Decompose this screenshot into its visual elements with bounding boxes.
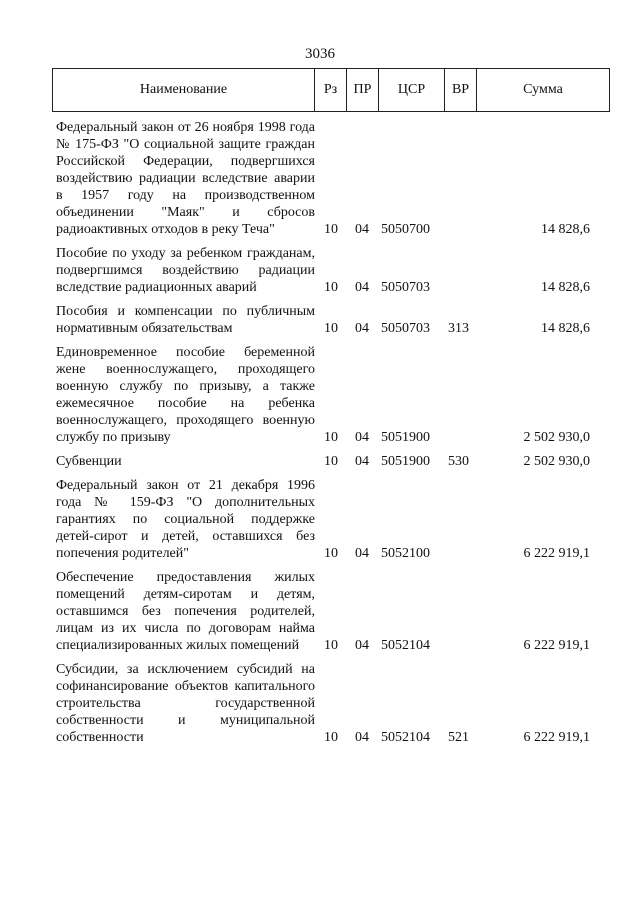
row-sum: 14 828,6 (541, 321, 590, 336)
row-sum: 14 828,6 (541, 222, 590, 237)
row-rz: 10 (324, 454, 338, 469)
row-vr: 530 (448, 454, 469, 469)
row-rz: 10 (324, 222, 338, 237)
row-name: Субвенции (56, 454, 122, 469)
row-sum: 14 828,6 (541, 280, 590, 295)
row-pr: 04 (355, 280, 369, 295)
row-name: Обеспечение предоставления жилых помещений детям-сиротам и детям, оставшимся без попечения родителей, лицам из их числа по договорам найма специализированных жилых помещений (56, 570, 315, 653)
table-row (56, 344, 604, 446)
row-vr: 521 (448, 730, 469, 745)
row-rz: 10 (324, 321, 338, 336)
row-sum: 2 502 930,0 (523, 430, 590, 445)
page-number: 3036 (305, 46, 335, 62)
row-rz: 10 (324, 638, 338, 653)
row-pr: 04 (355, 638, 369, 653)
row-rz: 10 (324, 730, 338, 745)
header-csr: ЦСР (379, 69, 445, 111)
table-row (56, 453, 604, 470)
table-row (56, 245, 604, 296)
row-name: Субсидии, за исключением субсидий на софинансирование объектов капитального строительства государственной собственности и муниципальной собственности (56, 662, 315, 745)
header-name: Наименование (53, 69, 315, 111)
row-pr: 04 (355, 730, 369, 745)
row-pr: 04 (355, 454, 369, 469)
row-rz: 10 (324, 280, 338, 295)
row-name: Пособия и компенсации по публичным нормативным обязательствам (56, 304, 315, 336)
row-rz: 10 (324, 430, 338, 445)
row-pr: 04 (355, 321, 369, 336)
table-row (56, 303, 604, 337)
header-pr: ПР (347, 69, 379, 111)
row-pr: 04 (355, 222, 369, 237)
table-row (56, 569, 604, 654)
row-csr: 5052100 (381, 546, 430, 561)
table-row (56, 477, 604, 562)
row-sum: 6 222 919,1 (523, 546, 590, 561)
row-sum: 6 222 919,1 (523, 730, 590, 745)
row-sum: 2 502 930,0 (523, 454, 590, 469)
row-pr: 04 (355, 546, 369, 561)
header-vr: ВР (445, 69, 477, 111)
row-csr: 5050703 (381, 280, 430, 295)
row-name: Федеральный закон от 21 декабря 1996 года № 159-ФЗ "О дополнительных гарантиях по социальной поддержке детей-сирот и детей, оставшихся без попечения родителей" (56, 478, 315, 561)
row-vr: 313 (448, 321, 469, 336)
row-csr: 5052104 (381, 638, 430, 653)
row-csr: 5050703 (381, 321, 430, 336)
row-name: Единовременное пособие беременной жене военнослужащего, проходящего военную службу по призыву, а также ежемесячное пособие на ребенка военнослужащего, проходящего военную службу по призыву (56, 345, 315, 445)
row-sum: 6 222 919,1 (523, 638, 590, 653)
table-header (52, 68, 610, 112)
header-sum: Сумма (523, 82, 563, 97)
row-csr: 5051900 (381, 430, 430, 445)
table-row (56, 661, 604, 746)
table-row (56, 119, 604, 238)
header-rz: Рз (315, 69, 347, 111)
row-csr: 5051900 (381, 454, 430, 469)
row-csr: 5052104 (381, 730, 430, 745)
row-pr: 04 (355, 430, 369, 445)
row-name: Федеральный закон от 26 ноября 1998 года № 175-ФЗ "О социальной защите граждан Российской Федерации, подвергшихся воздействию радиации вследствие аварии в 1957 году на производственном объединении "Маяк" и сбросов радиоактивных отходов в реку Теча" (56, 120, 315, 237)
row-name: Пособие по уходу за ребенком гражданам, подвергшимся воздействию радиации вследствие радиационных аварий (56, 246, 315, 295)
table-body (56, 119, 604, 753)
row-rz: 10 (324, 546, 338, 561)
row-csr: 5050700 (381, 222, 430, 237)
